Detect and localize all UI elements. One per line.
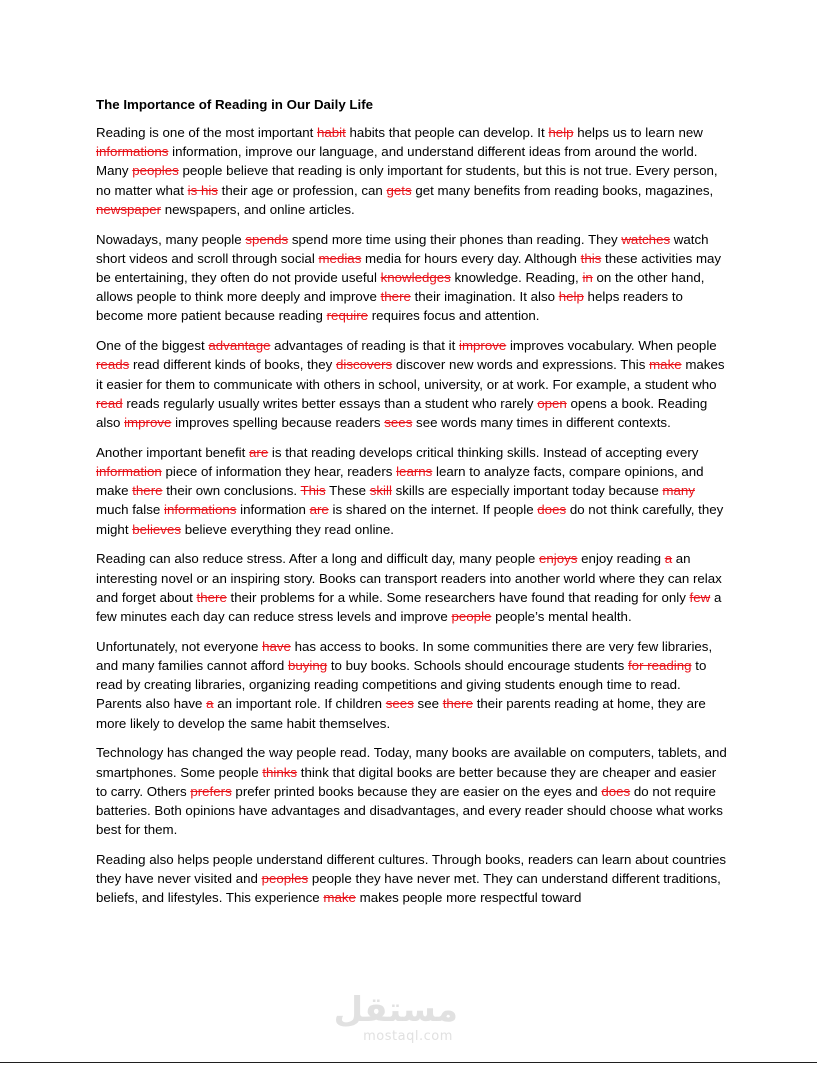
text-run: information bbox=[236, 502, 310, 518]
text-run: to read by creating libraries, organizing reading competitions and giving students enough time to read. Parents also have bbox=[96, 658, 707, 712]
deleted-word: have bbox=[262, 638, 291, 654]
deleted-word: watches bbox=[621, 231, 671, 247]
deleted-word: spends bbox=[245, 231, 289, 247]
text-run: prefer printed books because they are easier on the eyes and bbox=[231, 783, 602, 799]
text-run: information, improve our language, and understand different ideas from around the world. Many bbox=[96, 144, 698, 179]
text-run: habits that people can develop. It bbox=[345, 125, 549, 140]
text-run: these activities may be entertaining, they often do not provide useful bbox=[96, 250, 722, 286]
text-run: improves spelling because readers bbox=[171, 415, 385, 431]
text-run: helps readers to become more patient because reading bbox=[96, 289, 683, 324]
deleted-word: peoples bbox=[132, 163, 179, 179]
text-run: Nowadays, many people bbox=[96, 231, 246, 247]
text-run: improves vocabulary. When people bbox=[506, 338, 717, 354]
paragraph bbox=[96, 743, 728, 839]
deleted-word: does bbox=[601, 783, 631, 799]
deleted-word: are bbox=[309, 502, 329, 518]
deleted-word: newspaper bbox=[96, 201, 162, 217]
deleted-word: believes bbox=[132, 521, 182, 537]
text-run: their own conclusions. bbox=[162, 483, 301, 499]
deleted-word: few bbox=[689, 589, 711, 605]
text-run: spend more time using their phones than reading. They bbox=[288, 231, 622, 247]
text-run: Reading can also reduce stress. After a long and difficult day, many people bbox=[96, 551, 540, 567]
text-run: a few minutes each day can reduce stress levels and improve bbox=[96, 589, 722, 625]
deleted-word: discovers bbox=[335, 357, 393, 373]
deleted-word: this bbox=[580, 250, 602, 266]
text-run: piece of information they hear, readers bbox=[161, 464, 397, 480]
deleted-word: informations bbox=[164, 502, 237, 518]
deleted-word: buying bbox=[287, 658, 328, 674]
paragraph bbox=[96, 637, 728, 733]
deleted-word: for reading bbox=[627, 658, 692, 674]
deleted-word: advantage bbox=[208, 338, 271, 354]
deleted-word: This bbox=[300, 483, 326, 499]
deleted-word: help bbox=[548, 125, 574, 140]
text-run: advantages of reading is that it bbox=[270, 338, 459, 354]
text-run: makes people more respectful toward bbox=[355, 890, 582, 906]
text-run: their age or profession, can bbox=[217, 182, 387, 198]
deleted-word: read bbox=[96, 395, 123, 411]
paragraph bbox=[96, 230, 728, 326]
paragraph bbox=[96, 336, 728, 432]
text-run: learn to analyze facts, compare opinions, and make bbox=[96, 464, 704, 499]
text-run: much false bbox=[96, 502, 164, 518]
document-title: The Importance of Reading in Our Daily Life bbox=[96, 97, 374, 112]
deleted-word: reads bbox=[96, 357, 130, 373]
deleted-word: people bbox=[451, 609, 492, 625]
text-run: reads regularly usually writes better essays than a student who rarely bbox=[122, 395, 538, 411]
text-run: media for hours every day. Although bbox=[361, 250, 581, 266]
text-run: think that digital books are better because they are cheaper and easier to carry. Others bbox=[96, 764, 717, 799]
deleted-word: sees bbox=[385, 696, 414, 712]
text-run: their problems for a while. Some researchers have found that reading for only bbox=[226, 589, 690, 605]
text-run: their parents reading at home, they are more likely to develop the same habit themselves. bbox=[96, 696, 706, 731]
deleted-word: sees bbox=[384, 415, 413, 431]
text-run: get many benefits from reading books, magazines, bbox=[411, 182, 714, 198]
text-run: people believe that reading is only important for students, but this is not true. Every person, no matter what bbox=[96, 163, 718, 198]
deleted-word: many bbox=[662, 483, 695, 499]
text-run: These bbox=[325, 483, 370, 499]
deleted-word: there bbox=[196, 589, 227, 605]
text-run: on the other hand, allows people to think more deeply and improve bbox=[96, 270, 705, 305]
text-run: an interesting novel or an inspiring story. Books can transport readers into another world where they can relax and forget about bbox=[96, 551, 722, 605]
deleted-word: there bbox=[380, 289, 411, 305]
text-run: One of the biggest bbox=[96, 338, 209, 354]
text-run: believe everything they read online. bbox=[181, 521, 394, 537]
text-run: requires focus and attention. bbox=[368, 308, 540, 324]
text-run: enjoy reading bbox=[577, 551, 665, 567]
mostaql-watermark bbox=[333, 990, 458, 1044]
watermark-logo: مستقل bbox=[333, 990, 458, 1030]
deleted-word: improve bbox=[124, 415, 172, 431]
deleted-word: gets bbox=[386, 182, 412, 198]
text-run: newspapers, and online articles. bbox=[161, 201, 355, 217]
text-run: see words many times in different contexts. bbox=[412, 415, 671, 431]
document-body bbox=[96, 123, 728, 908]
deleted-word: there bbox=[442, 696, 473, 712]
text-run: has access to books. In some communities there are very few libraries, and many families cannot afford bbox=[96, 638, 713, 674]
text-run: skills are especially important today because bbox=[391, 483, 663, 499]
deleted-word: habit bbox=[317, 125, 346, 140]
deleted-word: is his bbox=[187, 182, 218, 198]
paragraph bbox=[96, 549, 728, 626]
text-run: an important role. If children bbox=[213, 696, 386, 712]
deleted-word: are bbox=[249, 444, 269, 460]
deleted-word: improve bbox=[458, 338, 507, 354]
watermark-url: mostaql.com bbox=[363, 1029, 453, 1044]
deleted-word: does bbox=[537, 502, 567, 518]
deleted-word: open bbox=[537, 395, 567, 411]
deleted-word: peoples bbox=[261, 871, 309, 887]
deleted-word: there bbox=[132, 483, 163, 499]
text-run: Technology has changed the way people read. Today, many books are available on computers, tablets, and smartphones. Some people bbox=[96, 745, 727, 780]
text-run: makes it easier for them to communicate with others in school, university, or at work. For example, a student who bbox=[96, 357, 725, 392]
text-run: to buy books. Schools should encourage students bbox=[327, 658, 628, 674]
deleted-word: make bbox=[323, 890, 356, 906]
deleted-word: informations bbox=[96, 144, 169, 160]
text-run: is that reading develops critical thinking skills. Instead of accepting every bbox=[268, 444, 699, 460]
deleted-word: knowledges bbox=[380, 270, 451, 286]
text-run: people’s mental health. bbox=[491, 609, 632, 625]
deleted-word: help bbox=[558, 289, 584, 305]
text-run: Reading also helps people understand different cultures. Through books, readers can learn about countries they have never visited and bbox=[96, 852, 727, 887]
deleted-word: thinks bbox=[262, 764, 298, 780]
text-run: their imagination. It also bbox=[410, 289, 559, 305]
paragraph bbox=[96, 443, 728, 539]
text-run: read different kinds of books, they bbox=[129, 357, 336, 373]
deleted-word: skill bbox=[369, 483, 392, 499]
text-run: do not think carefully, they might bbox=[96, 502, 724, 537]
text-run: helps us to learn new bbox=[573, 125, 703, 140]
document-page bbox=[96, 95, 728, 918]
deleted-word: enjoys bbox=[539, 551, 578, 567]
deleted-word: medias bbox=[318, 250, 362, 266]
text-run: Reading is one of the most important bbox=[96, 125, 317, 140]
deleted-word: require bbox=[326, 308, 369, 324]
text-run: Another important benefit bbox=[96, 444, 250, 460]
deleted-word: prefers bbox=[190, 783, 232, 799]
deleted-word: learns bbox=[396, 464, 433, 480]
page-bottom-divider bbox=[0, 1062, 817, 1063]
deleted-word: make bbox=[649, 357, 682, 373]
deleted-word: information bbox=[96, 464, 162, 480]
text-run: discover new words and expressions. This bbox=[392, 357, 650, 373]
text-run: see bbox=[413, 696, 443, 712]
text-run: knowledge. Reading, bbox=[450, 270, 583, 286]
text-run: opens a book. Reading also bbox=[96, 395, 708, 431]
deleted-word: a bbox=[206, 696, 214, 712]
text-run: do not require batteries. Both opinions have advantages and disadvantages, and every reader should choose what works best for them. bbox=[96, 783, 723, 838]
text-run: watch short videos and scroll through social bbox=[96, 231, 709, 266]
deleted-word: a bbox=[664, 551, 673, 567]
text-run: is shared on the internet. If people bbox=[328, 502, 538, 518]
text-run: Unfortunately, not everyone bbox=[96, 638, 263, 654]
deleted-word: in bbox=[582, 270, 593, 286]
paragraph bbox=[96, 123, 728, 219]
text-run: people they have never met. They can understand different traditions, beliefs, and lifestyles. This experience bbox=[96, 871, 721, 906]
paragraph bbox=[96, 850, 728, 908]
